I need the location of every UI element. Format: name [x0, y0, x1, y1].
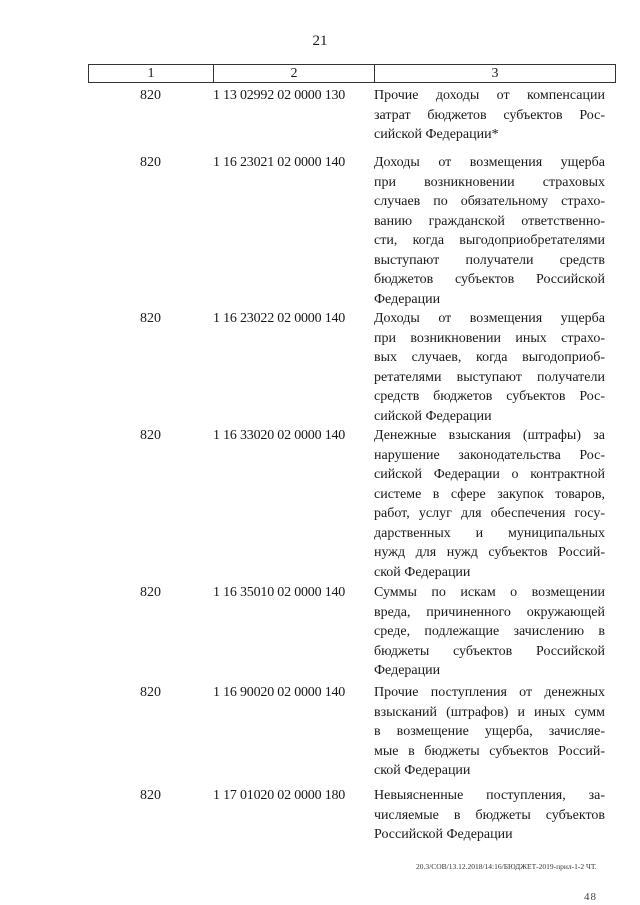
page-corner-mark: 48	[584, 891, 597, 903]
row-budget-code: 1 16 33020 02 0000 140	[213, 428, 346, 443]
description-line: нужд для нужд субъектов Россий-	[374, 545, 605, 560]
description-line: Российской Федерации	[374, 827, 513, 842]
description-line: дарственных и муниципальных	[374, 525, 605, 541]
description-line: сийской Федерации о контрактной	[374, 467, 605, 482]
row-budget-code: 1 13 02992 02 0000 130	[213, 88, 346, 103]
table-header	[88, 64, 616, 83]
description-line: Прочие доходы от компенсации	[374, 88, 605, 103]
description-line: системе в сфере закупок товаров,	[374, 486, 605, 502]
header-col-3: 3	[491, 65, 499, 81]
row-budget-code: 1 16 90020 02 0000 140	[213, 685, 346, 700]
description-line: вреда, причиненного окружающей	[374, 604, 605, 620]
page-number: 21	[312, 33, 328, 49]
description-line: Доходы от возмещения ущерба	[374, 155, 605, 170]
row-description	[374, 86, 605, 145]
description-line: затрат бюджетов субъектов Рос-	[374, 107, 605, 123]
document-reference: 20.3/СОВ/13.12.2018/14:16/БЮДЖЕТ-2019-прил-1-2 ЧТ.	[416, 862, 597, 871]
row-code: 820	[140, 585, 161, 600]
description-line: работ, услуг для обеспечения госу-	[374, 506, 605, 521]
description-line: числяемые в бюджеты субъектов	[374, 807, 605, 823]
description-line: ретателями выступают получатели	[374, 369, 605, 385]
description-line: вых случаев, когда выгодоприоб-	[374, 350, 605, 365]
row-budget-code: 1 17 01020 02 0000 180	[213, 788, 346, 803]
description-line: Денежные взыскания (штрафы) за	[374, 428, 605, 443]
row-code: 820	[140, 88, 161, 103]
description-line: случаев по обязательному страхо-	[374, 194, 605, 209]
description-line: Невыясненные поступления, за-	[374, 788, 605, 803]
row-description	[374, 786, 605, 845]
description-line: Доходы от возмещения ущерба	[374, 311, 605, 326]
row-description	[374, 153, 605, 309]
header-col-1: 1	[89, 65, 214, 82]
row-code: 820	[140, 685, 161, 700]
row-code: 820	[140, 155, 161, 170]
description-line: сийской Федерации*	[374, 127, 499, 142]
description-line: ской Федерации	[374, 564, 471, 580]
description-line: Федерации	[374, 663, 441, 678]
description-line: выступают получатели средств	[374, 252, 605, 268]
row-description	[374, 426, 605, 582]
row-code: 820	[140, 788, 161, 803]
description-line: Федерации	[374, 291, 441, 307]
description-line: мые в бюджеты субъектов Россий-	[374, 743, 605, 759]
description-line: сийской Федерации	[374, 408, 492, 424]
row-code: 820	[140, 428, 161, 443]
description-line: среде, подлежащие зачислению в	[374, 624, 605, 639]
description-line: взысканий (штрафов) и иных сумм	[374, 704, 605, 720]
row-description	[374, 583, 605, 681]
description-line: сти, когда выгодоприобретателями	[374, 233, 605, 248]
description-line: при возникновении страховых	[374, 174, 605, 190]
row-budget-code: 1 16 23021 02 0000 140	[213, 155, 346, 170]
description-line: Суммы по искам о возмещении	[374, 585, 605, 600]
description-line: при возникновении иных страхо-	[374, 330, 605, 346]
description-line: в возмещение ущерба, зачисляе-	[374, 724, 605, 739]
row-description	[374, 683, 605, 781]
row-budget-code: 1 16 35010 02 0000 140	[213, 585, 346, 600]
header-col-2: 2	[214, 65, 375, 82]
description-line: нарушение законодательства Рос-	[374, 447, 605, 463]
description-line: бюджеты субъектов Российской	[374, 643, 605, 659]
row-budget-code: 1 16 23022 02 0000 140	[213, 311, 346, 326]
description-line: средств бюджетов субъектов Рос-	[374, 389, 605, 404]
description-line: ской Федерации	[374, 763, 471, 778]
row-description	[374, 309, 605, 426]
description-line: бюджетов субъектов Российской	[374, 272, 605, 287]
row-code: 820	[140, 311, 161, 326]
description-line: ванию гражданской ответственно-	[374, 213, 605, 229]
description-line: Прочие поступления от денежных	[374, 685, 605, 700]
